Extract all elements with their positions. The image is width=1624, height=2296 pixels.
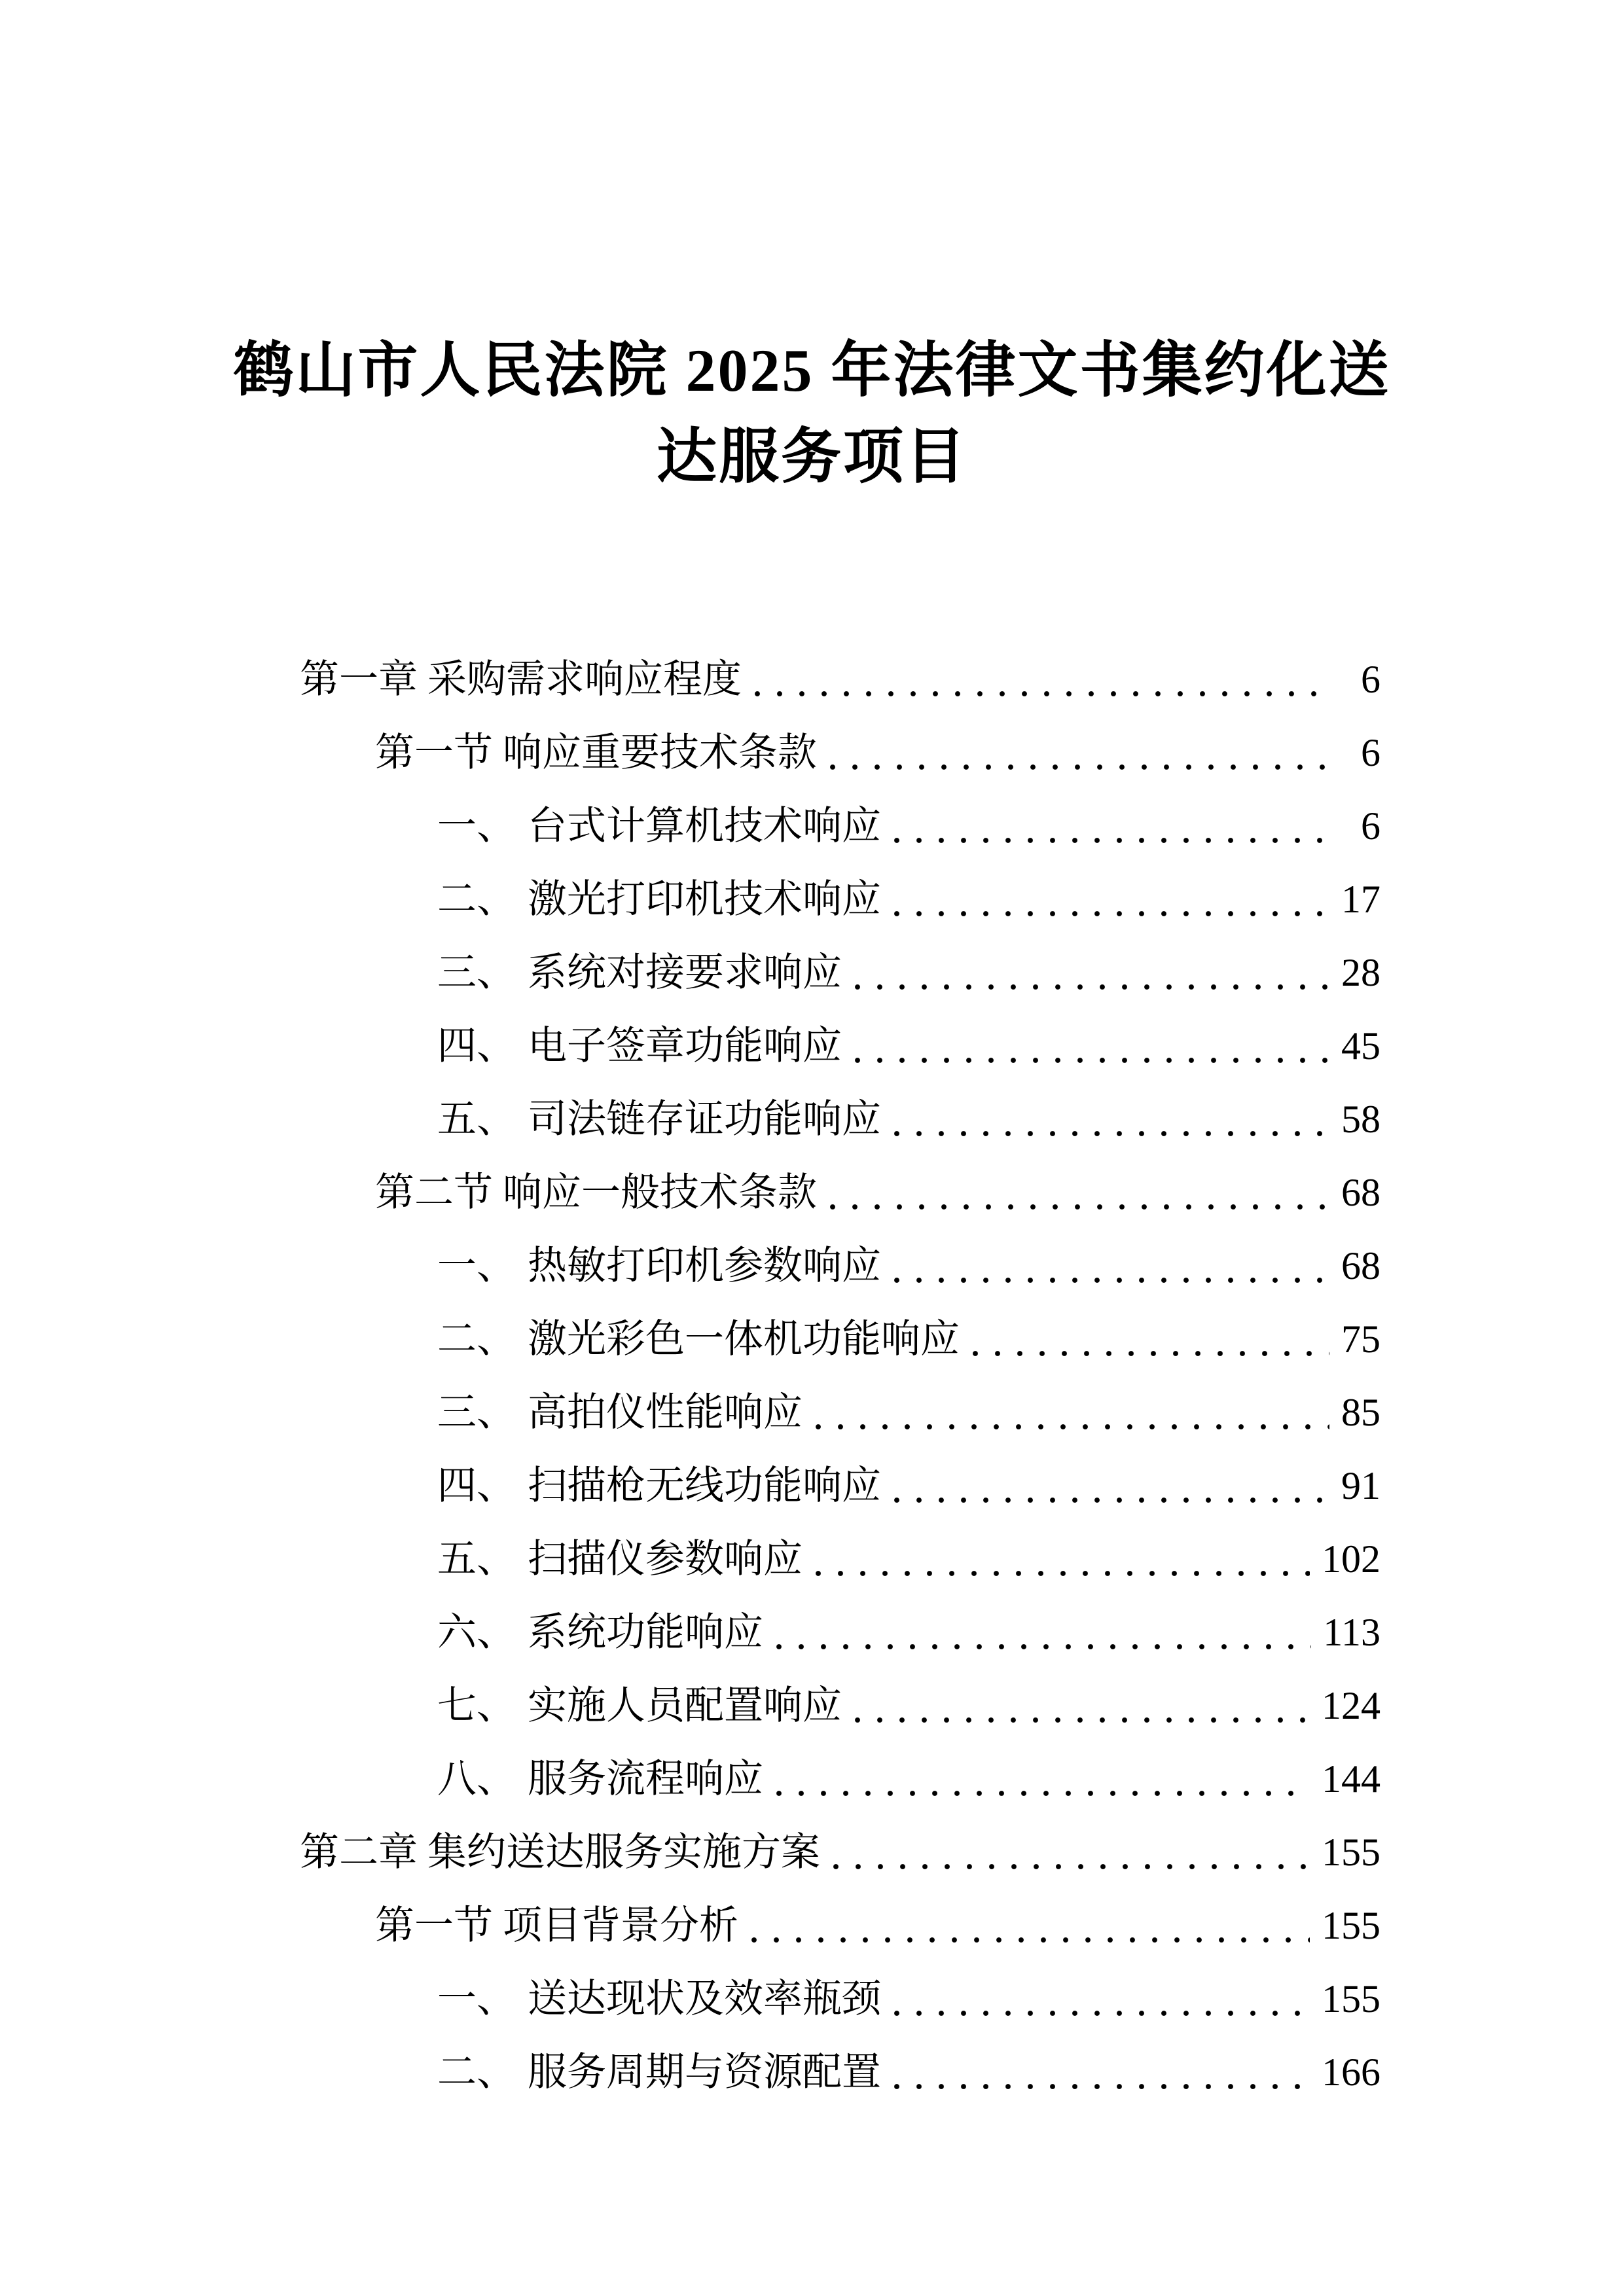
- toc-entry: [300, 643, 1380, 716]
- toc-entry: [300, 1522, 1380, 1596]
- toc-entry-label: 司法链存证功能响应: [528, 1098, 881, 1141]
- toc-leader-dots: [776, 1596, 1311, 1669]
- toc-entry-label: 系统功能响应: [528, 1611, 763, 1654]
- toc-entry-label: 第一章 采购需求响应程度: [300, 658, 742, 701]
- toc-leader-dots: [816, 1522, 1310, 1596]
- toc-leader-dots: [755, 643, 1329, 716]
- toc-entry-label: 实施人员配置响应: [528, 1684, 842, 1727]
- toc-page-number: 155: [1322, 1831, 1380, 1874]
- toc-page-number: 6: [1361, 804, 1380, 848]
- toc-leader-dots: [894, 863, 1329, 936]
- toc-leader-dots: [894, 1962, 1310, 2036]
- toc-page-number: 155: [1322, 1904, 1380, 1947]
- toc-leader-dots: [830, 716, 1329, 789]
- toc-entry-number: 八、: [437, 1757, 516, 1801]
- toc-page-number: 75: [1341, 1318, 1380, 1361]
- toc-entry: [300, 1596, 1380, 1669]
- document-title-line-1: 鹤山市人民法院 2025 年法律文书集约化送: [233, 337, 1391, 404]
- toc-entry-label: 第二节 响应一般技术条款: [375, 1171, 817, 1214]
- toc-entry: [300, 716, 1380, 789]
- toc-page-number: 144: [1322, 1757, 1380, 1801]
- toc-entry: [300, 1449, 1380, 1522]
- toc-entry: [300, 1376, 1380, 1449]
- toc-leader-dots: [830, 1156, 1329, 1229]
- toc-leader-dots: [894, 1083, 1329, 1156]
- toc-entry: [300, 1156, 1380, 1229]
- toc-page-number: 85: [1341, 1391, 1380, 1434]
- toc-entry-number: 一、: [437, 1244, 516, 1287]
- toc-entry-label: 电子签章功能响应: [528, 1024, 842, 1067]
- toc-entry-number: 五、: [437, 1537, 516, 1581]
- toc-entry: [300, 2036, 1380, 2109]
- toc-leader-dots: [894, 2036, 1310, 2109]
- toc-entry-label: 激光彩色一体机功能响应: [528, 1318, 960, 1361]
- toc-entry-label: 扫描仪参数响应: [528, 1537, 803, 1581]
- toc-page-number: 113: [1323, 1611, 1380, 1654]
- toc-entry-number: 三、: [437, 1391, 516, 1434]
- toc-leader-dots: [855, 1669, 1310, 1742]
- toc-page-number: 102: [1322, 1537, 1380, 1581]
- toc-entry: [300, 1083, 1380, 1156]
- table-of-contents: [300, 643, 1380, 2109]
- toc-leader-dots: [973, 1302, 1329, 1376]
- toc-entry: [300, 1816, 1380, 1889]
- toc-entry-label: 热敏打印机参数响应: [528, 1244, 881, 1287]
- toc-entry: [300, 1962, 1380, 2036]
- toc-entry: [300, 789, 1380, 863]
- toc-leader-dots: [816, 1376, 1329, 1449]
- toc-leader-dots: [751, 1889, 1310, 1962]
- toc-entry-label: 第二章 集约送达服务实施方案: [300, 1831, 820, 1874]
- toc-leader-dots: [855, 936, 1329, 1009]
- document-title-line-2: 达服务项目: [656, 423, 967, 490]
- toc-page-number: 166: [1322, 2051, 1380, 2094]
- toc-entry-number: 二、: [437, 2051, 516, 2094]
- toc-entry-label: 服务周期与资源配置: [528, 2051, 881, 2094]
- toc-entry-number: 七、: [437, 1684, 516, 1727]
- toc-entry-number: 五、: [437, 1098, 516, 1141]
- toc-page-number: 45: [1341, 1024, 1380, 1067]
- toc-entry-number: 六、: [437, 1611, 516, 1654]
- toc-entry: [300, 936, 1380, 1009]
- toc-entry-number: 二、: [437, 878, 516, 921]
- toc-entry-number: 四、: [437, 1024, 516, 1067]
- toc-entry-label: 服务流程响应: [528, 1757, 763, 1801]
- toc-entry-label: 高拍仪性能响应: [528, 1391, 803, 1434]
- toc-page-number: 28: [1341, 951, 1380, 994]
- toc-leader-dots: [894, 1229, 1329, 1302]
- toc-entry-label: 台式计算机技术响应: [528, 804, 881, 848]
- toc-entry-number: 四、: [437, 1464, 516, 1507]
- toc-entry-label: 扫描枪无线功能响应: [528, 1464, 881, 1507]
- toc-entry-number: 一、: [437, 1977, 516, 2020]
- toc-page-number: 58: [1341, 1098, 1380, 1141]
- toc-entry-number: 一、: [437, 804, 516, 848]
- toc-entry: [300, 1009, 1380, 1083]
- toc-page-number: 6: [1361, 658, 1380, 701]
- toc-leader-dots: [776, 1742, 1310, 1816]
- toc-page-number: 68: [1341, 1171, 1380, 1214]
- toc-entry-number: 二、: [437, 1318, 516, 1361]
- toc-entry-label: 激光打印机技术响应: [528, 878, 881, 921]
- toc-page-number: 155: [1322, 1977, 1380, 2020]
- toc-page-number: 6: [1361, 731, 1380, 774]
- toc-page-number: 68: [1341, 1244, 1380, 1287]
- toc-page-number: 17: [1341, 878, 1380, 921]
- toc-leader-dots: [894, 789, 1329, 863]
- toc-entry: [300, 1669, 1380, 1742]
- toc-entry: [300, 1229, 1380, 1302]
- toc-entry-label: 第一节 项目背景分析: [375, 1904, 738, 1947]
- toc-entry-label: 第一节 响应重要技术条款: [375, 731, 817, 774]
- toc-leader-dots: [855, 1009, 1329, 1083]
- toc-entry-label: 送达现状及效率瓶颈: [528, 1977, 881, 2020]
- document-title: [0, 327, 1624, 500]
- toc-entry: [300, 1742, 1380, 1816]
- toc-entry: [300, 863, 1380, 936]
- toc-page-number: 124: [1322, 1684, 1380, 1727]
- toc-page-number: 91: [1341, 1464, 1380, 1507]
- toc-leader-dots: [894, 1449, 1329, 1522]
- toc-entry-number: 三、: [437, 951, 516, 994]
- toc-entry: [300, 1889, 1380, 1962]
- toc-leader-dots: [833, 1816, 1310, 1889]
- toc-entry-label: 系统对接要求响应: [528, 951, 842, 994]
- toc-entry: [300, 1302, 1380, 1376]
